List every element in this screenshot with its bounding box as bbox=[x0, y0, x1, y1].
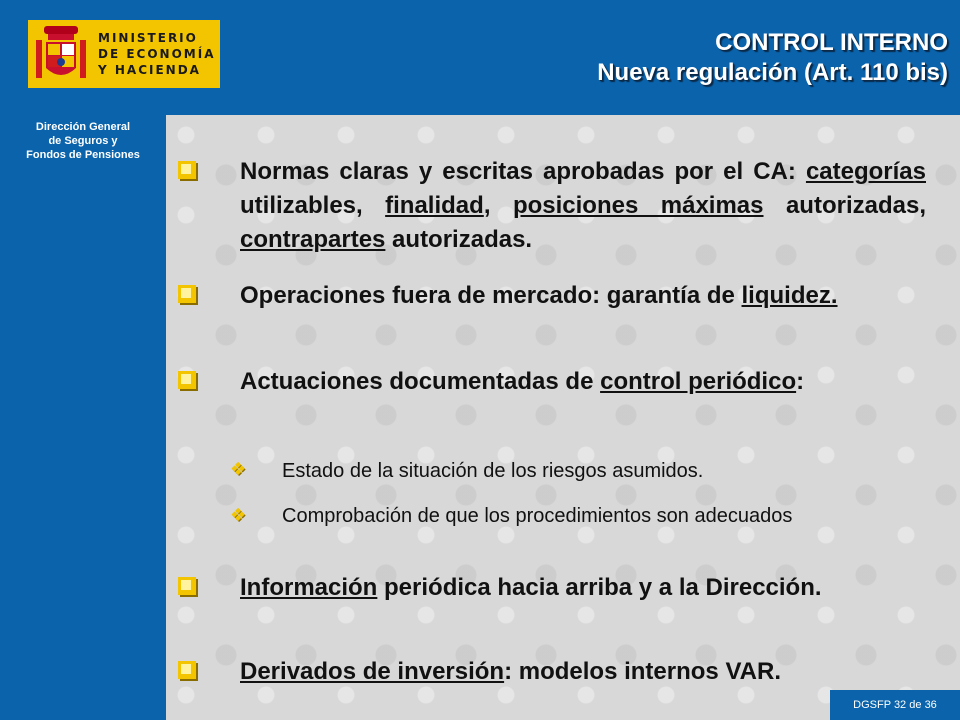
page-total: 36 bbox=[924, 699, 937, 711]
slide-content bbox=[166, 115, 960, 720]
page-footer bbox=[830, 690, 960, 720]
bullet-text-run: autorizadas. bbox=[385, 226, 533, 253]
underlined-term: control periódico bbox=[600, 368, 797, 395]
dept-line: Fondos de Pensiones bbox=[26, 149, 140, 161]
square-bullet-icon bbox=[178, 161, 196, 179]
underlined-term: posiciones máximas bbox=[512, 192, 764, 219]
footer-prefix: DGSFP bbox=[853, 699, 891, 711]
title-line-2: Nueva regulación (Art. 110 bis) bbox=[597, 59, 948, 86]
bullet-text bbox=[240, 655, 926, 689]
square-bullet-icon bbox=[178, 285, 196, 303]
bullet-text-run: , bbox=[483, 192, 513, 219]
underlined-term: categorías bbox=[805, 158, 926, 185]
underlined-term: Información bbox=[240, 574, 378, 601]
footer-of: de bbox=[909, 699, 922, 711]
underlined-term: Derivados de inversión bbox=[240, 658, 505, 685]
bullet-text bbox=[240, 279, 926, 313]
diamond-bullet-icon: ❖ bbox=[230, 459, 247, 480]
underlined-term: liquidez. bbox=[741, 282, 838, 309]
bullet-text-run: autorizadas, bbox=[763, 192, 926, 219]
bullet-text-run: : modelos internos VAR. bbox=[504, 658, 782, 685]
dept-line: Dirección General bbox=[35, 121, 131, 133]
department-name bbox=[0, 120, 166, 162]
header-bar bbox=[0, 0, 960, 115]
bullet-text-run: : bbox=[796, 368, 805, 395]
bullet-text bbox=[240, 155, 926, 257]
square-bullet-icon bbox=[178, 371, 196, 389]
diamond-bullet-icon: ❖ bbox=[230, 505, 247, 526]
bullet-text-run: Normas claras y escritas aprobadas por el CA: bbox=[240, 158, 806, 185]
slide-title bbox=[597, 28, 948, 88]
underlined-term: contrapartes bbox=[240, 226, 386, 253]
logo-line: MINISTERIO bbox=[98, 31, 198, 45]
bullet-text-run: utilizables, bbox=[240, 192, 386, 219]
title-line-1: CONTROL INTERNO bbox=[715, 29, 948, 56]
page-number: 32 bbox=[893, 699, 907, 711]
bullet-text bbox=[240, 571, 926, 605]
ministry-logo bbox=[28, 20, 220, 88]
coat-of-arms-icon bbox=[34, 24, 88, 84]
sub-bullet-text: Comprobación de que los procedimientos son adecuados bbox=[282, 505, 793, 527]
logo-line: Y HACIENDA bbox=[98, 63, 201, 77]
square-bullet-icon bbox=[178, 577, 196, 595]
sub-bullet-text: Estado de la situación de los riesgos asumidos. bbox=[282, 460, 704, 482]
bullet-text bbox=[240, 365, 926, 399]
bullet-text-run: Operaciones fuera de mercado: garantía de bbox=[240, 282, 742, 309]
sidebar bbox=[0, 115, 166, 720]
underlined-term: finalidad bbox=[385, 192, 484, 219]
ministry-name bbox=[98, 30, 215, 78]
logo-line: DE ECONOMÍA bbox=[98, 47, 216, 61]
bullet-list bbox=[166, 115, 960, 720]
square-bullet-icon bbox=[178, 661, 196, 679]
bullet-text-run: Actuaciones documentadas de bbox=[240, 368, 601, 395]
bullet-text-run: periódica hacia arriba y a la Dirección. bbox=[377, 574, 822, 601]
dept-line: de Seguros y bbox=[48, 135, 118, 147]
